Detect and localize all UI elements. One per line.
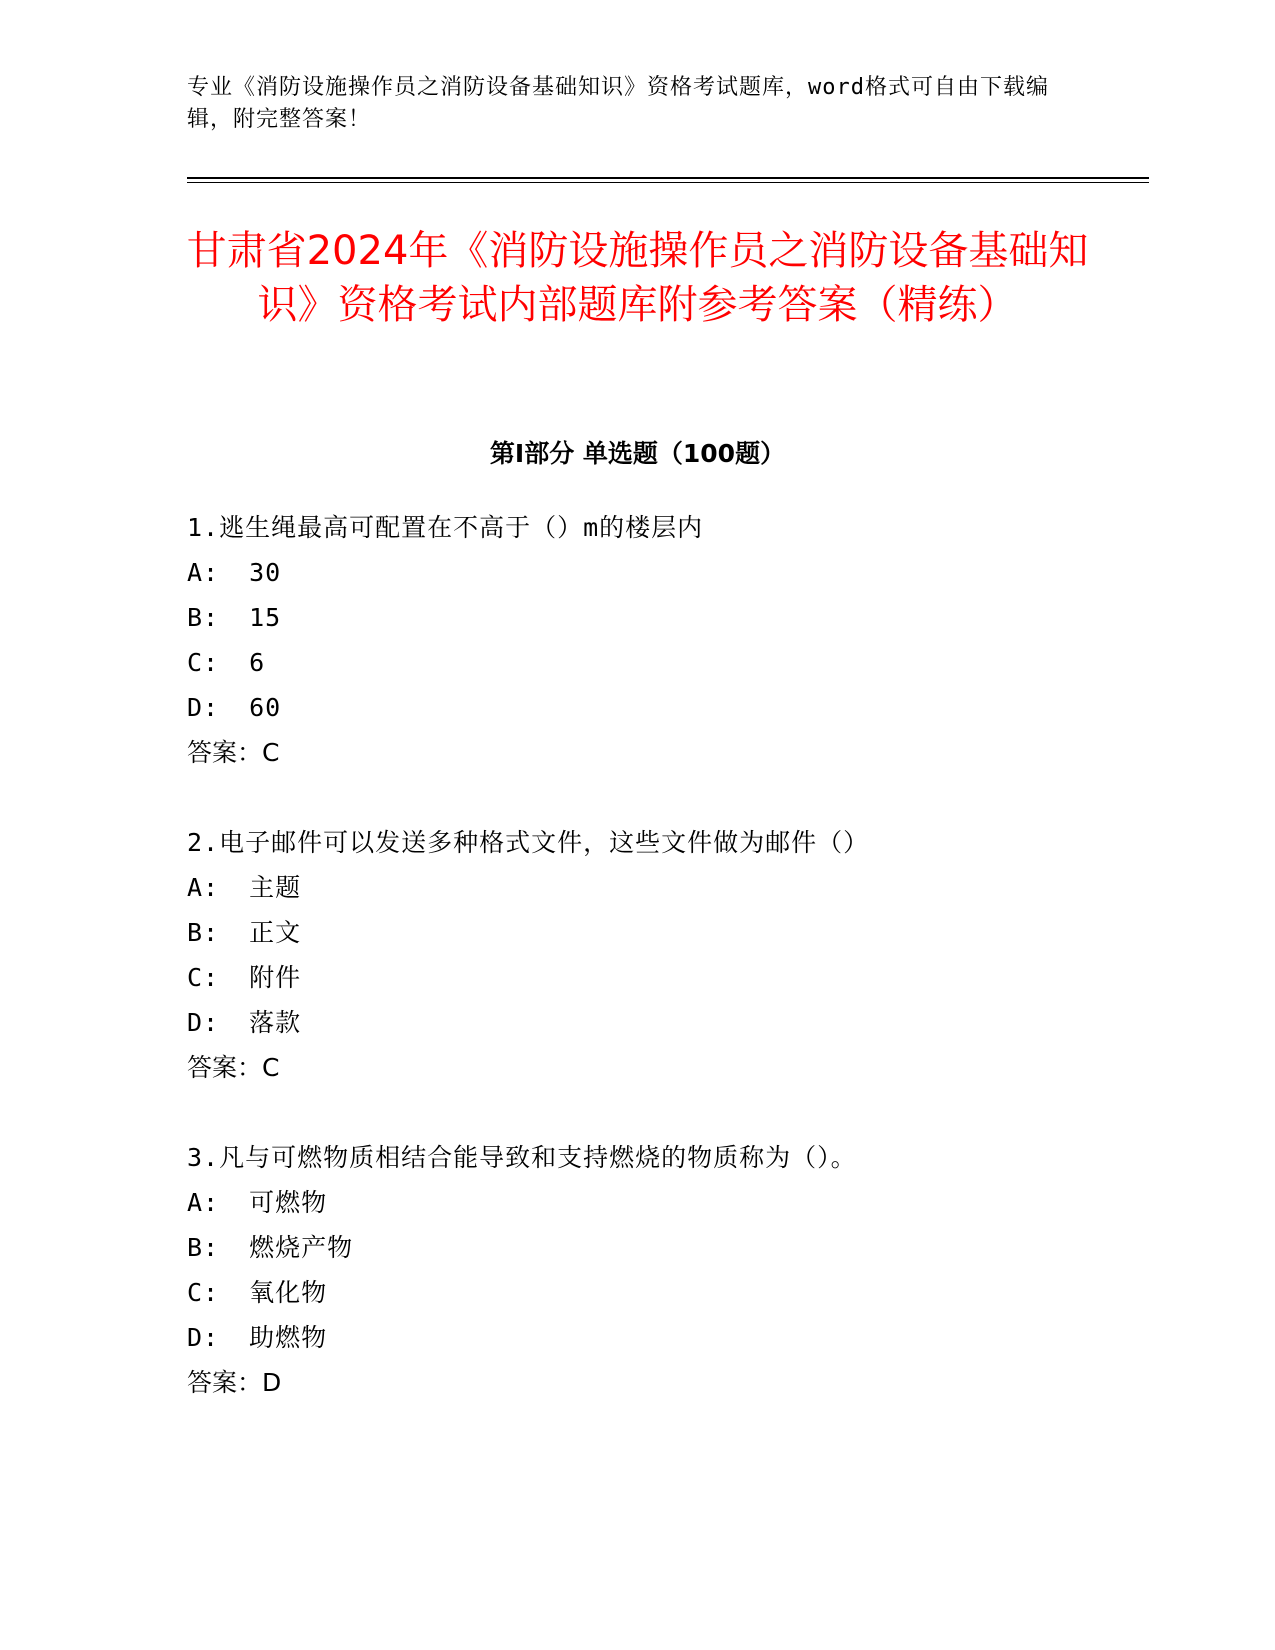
option-c <box>187 955 1087 1000</box>
document-title: 甘肃省2024年《消防设施操作员之消防设备基础知识》资格考试内部题库附参考答案（精练） <box>186 228 1089 328</box>
option-d <box>187 1000 1087 1045</box>
option-d <box>187 1315 1087 1360</box>
option-key: A: <box>187 1188 220 1217</box>
option-key: D: <box>187 1008 220 1037</box>
header-note: 专业《消防设施操作员之消防设备基础知识》资格考试题库，word格式可自由下载编辑，附完整答案！ <box>187 75 1049 132</box>
option-d <box>187 685 1087 730</box>
option-key: D: <box>187 693 220 722</box>
question-2 <box>187 820 1087 1090</box>
header-divider-thin <box>187 182 1149 183</box>
option-c <box>187 640 1087 685</box>
question-stem: 3.凡与可燃物质相结合能导致和支持燃烧的物质称为（）。 <box>187 1143 857 1172</box>
option-text: 60 <box>249 693 282 722</box>
question-3 <box>187 1135 1087 1405</box>
option-key: B: <box>187 918 220 947</box>
option-key: C: <box>187 1278 220 1307</box>
option-b <box>187 910 1087 955</box>
question-stem: 1.逃生绳最高可配置在不高于（）m的楼层内 <box>187 513 704 542</box>
option-text: 主题 <box>249 873 302 902</box>
option-key: A: <box>187 873 220 902</box>
option-key: D: <box>187 1323 220 1352</box>
option-text: 助燃物 <box>249 1323 328 1352</box>
option-b <box>187 595 1087 640</box>
option-text: 15 <box>249 603 282 632</box>
option-b <box>187 1225 1087 1270</box>
option-a <box>187 1180 1087 1225</box>
option-key: C: <box>187 963 220 992</box>
header-divider-thick <box>187 177 1149 179</box>
option-text: 燃烧产物 <box>249 1233 354 1262</box>
option-text: 可燃物 <box>249 1188 328 1217</box>
question-stem: 2.电子邮件可以发送多种格式文件，这些文件做为邮件（） <box>187 828 870 857</box>
answer: 答案：D <box>187 1368 282 1397</box>
option-text: 落款 <box>249 1008 302 1037</box>
option-key: B: <box>187 603 220 632</box>
option-text: 附件 <box>249 963 302 992</box>
option-key: B: <box>187 1233 220 1262</box>
option-text: 6 <box>249 648 266 677</box>
option-text: 30 <box>249 558 282 587</box>
answer: 答案：C <box>187 738 280 767</box>
option-a <box>187 865 1087 910</box>
option-text: 正文 <box>249 918 302 947</box>
option-text: 氧化物 <box>249 1278 328 1307</box>
answer: 答案：C <box>187 1053 280 1082</box>
option-key: C: <box>187 648 220 677</box>
option-c <box>187 1270 1087 1315</box>
option-key: A: <box>187 558 220 587</box>
question-1 <box>187 505 1087 775</box>
option-a <box>187 550 1087 595</box>
section-title: 第I部分 单选题（100题） <box>489 439 786 468</box>
